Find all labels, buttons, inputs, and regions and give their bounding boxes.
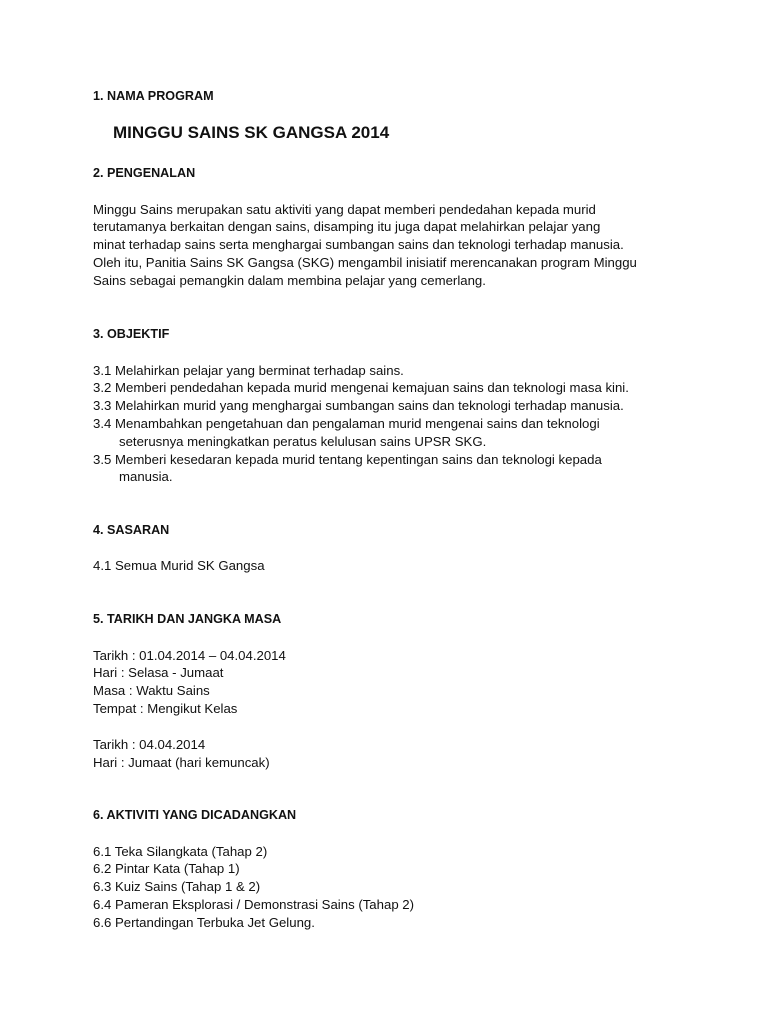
intro-line: minat terhadap sains serta menghargai sumbangan sains dan teknologi terhadap manusia. <box>93 237 624 252</box>
activity-item: 6.4 Pameran Eksplorasi / Demonstrasi Sains (Tahap 2) <box>93 897 415 912</box>
objective-item: 3.2 Memberi pendedahan kepada murid mengenai kemajuan sains dan teknologi masa kini. <box>93 380 629 395</box>
activity-item: 6.2 Pintar Kata (Tahap 1) <box>93 861 240 876</box>
objective-item: 3.4 Menambahkan pengetahuan dan pengalaman murid mengenai sains dan teknologi <box>93 416 600 431</box>
schedule-line: Tempat : Mengikut Kelas <box>93 701 238 716</box>
schedule-line: Tarikh : 01.04.2014 – 04.04.2014 <box>93 648 286 663</box>
program-title: MINGGU SAINS SK GANGSA 2014 <box>113 123 390 142</box>
objective-item: 3.5 Memberi kesedaran kepada murid tentang kepentingan sains dan teknologi kepada <box>93 452 602 467</box>
section-heading-sasaran: 4. SASARAN <box>93 523 170 537</box>
schedule-line: Hari : Selasa - Jumaat <box>93 665 224 680</box>
objective-item-continuation: manusia. <box>119 469 173 484</box>
objective-item: 3.3 Melahirkan murid yang menghargai sumbangan sains dan teknologi terhadap manusia. <box>93 398 624 413</box>
intro-line: terutamanya berkaitan dengan sains, disamping itu juga dapat melahirkan pelajar yang <box>93 219 601 234</box>
section-heading-pengenalan: 2. PENGENALAN <box>93 166 196 180</box>
intro-line: Sains sebagai pemangkin dalam membina pelajar yang cemerlang. <box>93 273 486 288</box>
intro-line: Minggu Sains merupakan satu aktiviti yang dapat memberi pendedahan kepada murid <box>93 202 596 217</box>
target-item: 4.1 Semua Murid SK Gangsa <box>93 558 265 573</box>
section-heading-nama-program: 1. NAMA PROGRAM <box>93 89 214 103</box>
section-heading-tarikh: 5. TARIKH DAN JANGKA MASA <box>93 612 282 626</box>
activity-item: 6.1 Teka Silangkata (Tahap 2) <box>93 844 268 859</box>
section-heading-aktiviti: 6. AKTIVITI YANG DICADANGKAN <box>93 808 297 822</box>
climax-line: Hari : Jumaat (hari kemuncak) <box>93 755 270 770</box>
objective-item: 3.1 Melahirkan pelajar yang berminat terhadap sains. <box>93 363 404 378</box>
climax-line: Tarikh : 04.04.2014 <box>93 737 206 752</box>
objective-item-continuation: seterusnya meningkatkan peratus kelulusan sains UPSR SKG. <box>119 434 487 449</box>
activity-item: 6.6 Pertandingan Terbuka Jet Gelung. <box>93 915 315 930</box>
activity-item: 6.3 Kuiz Sains (Tahap 1 & 2) <box>93 879 261 894</box>
intro-line: Oleh itu, Panitia Sains SK Gangsa (SKG) mengambil inisiatif merencanakan program Minggu <box>93 255 637 270</box>
schedule-line: Masa : Waktu Sains <box>93 683 210 698</box>
section-heading-objektif: 3. OBJEKTIF <box>93 327 170 341</box>
